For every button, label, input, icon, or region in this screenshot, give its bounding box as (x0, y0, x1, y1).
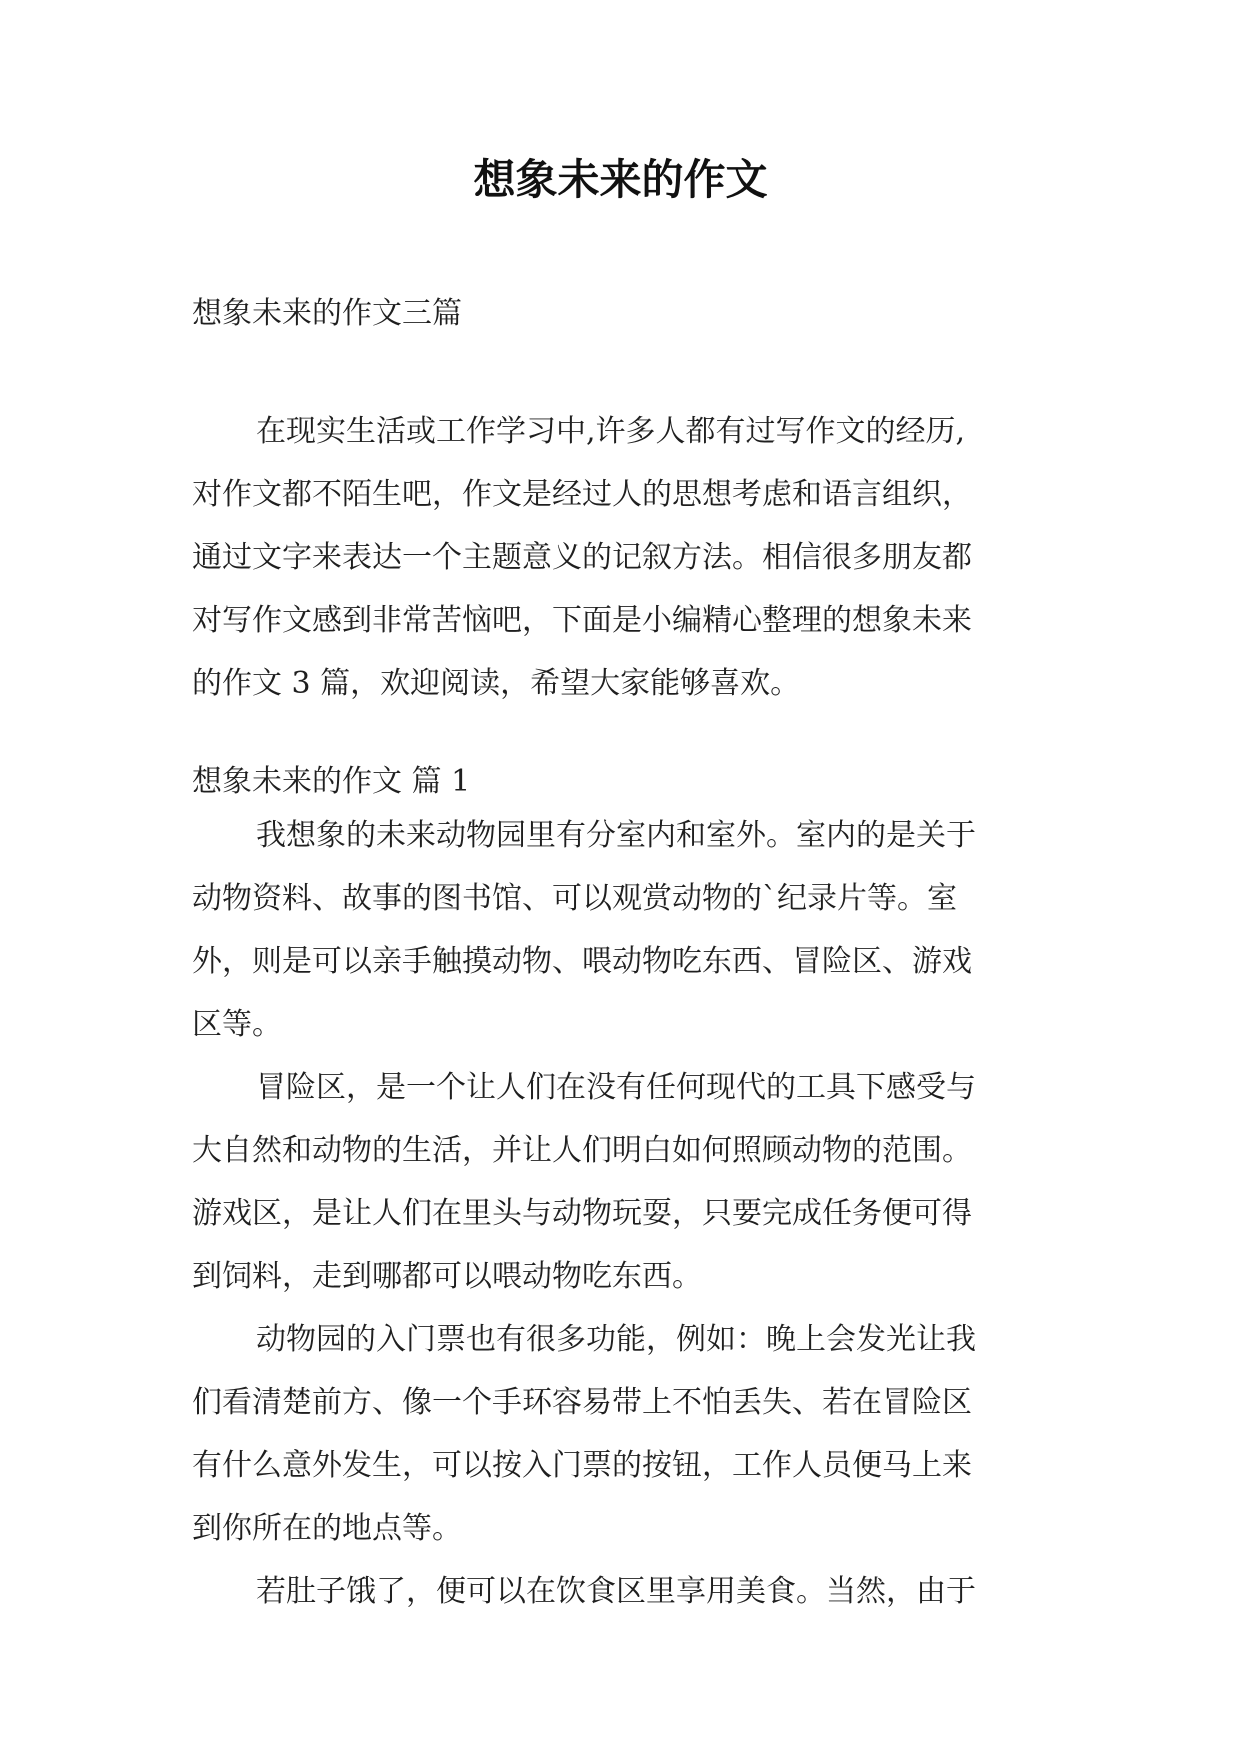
essay-line: 我想象的未来动物园里有分室内和室外。室内的是关于 (256, 818, 976, 853)
essay-line: 若肚子饿了，便可以在饮食区里享用美食。当然，由于 (256, 1574, 976, 1609)
document-subtitle: 想象未来的作文三篇 (192, 296, 462, 331)
essay-line: 们看清楚前方、像一个手环容易带上不怕丢失、若在冒险区 (192, 1385, 972, 1420)
intro-line: 对作文都不陌生吧，作文是经过人的思想考虑和语言组织， (192, 477, 972, 512)
essay-line: 游戏区，是让人们在里头与动物玩耍，只要完成任务便可得 (192, 1196, 972, 1231)
essay-line: 大自然和动物的生活，并让人们明白如何照顾动物的范围。 (192, 1133, 972, 1168)
essay-line: 到你所在的地点等。 (192, 1511, 462, 1546)
essay-line: 动物资料、故事的图书馆、可以观赏动物的`纪录片等。室 (192, 881, 957, 916)
essay-body (192, 804, 1052, 1623)
intro-line: 的作文 3 篇，欢迎阅读，希望大家能够喜欢。 (192, 666, 801, 701)
page-title: 想象未来的作文 (473, 155, 768, 204)
intro-paragraph (192, 400, 1052, 715)
intro-line: 在现实生活或工作学习中,许多人都有过写作文的经历, (256, 414, 966, 449)
intro-line: 对写作文感到非常苦恼吧，下面是小编精心整理的想象未来 (192, 603, 972, 638)
essay-heading: 想象未来的作文 篇 1 (192, 764, 471, 799)
essay-line: 动物园的入门票也有很多功能，例如：晚上会发光让我 (256, 1322, 976, 1357)
essay-line: 外，则是可以亲手触摸动物、喂动物吃东西、冒险区、游戏 (192, 944, 972, 979)
essay-line: 区等。 (192, 1007, 282, 1042)
essay-line: 冒险区，是一个让人们在没有任何现代的工具下感受与 (256, 1070, 976, 1105)
essay-line: 到饲料，走到哪都可以喂动物吃东西。 (192, 1259, 702, 1294)
intro-line: 通过文字来表达一个主题意义的记叙方法。相信很多朋友都 (192, 540, 972, 575)
essay-line: 有什么意外发生，可以按入门票的按钮，工作人员便马上来 (192, 1448, 972, 1483)
